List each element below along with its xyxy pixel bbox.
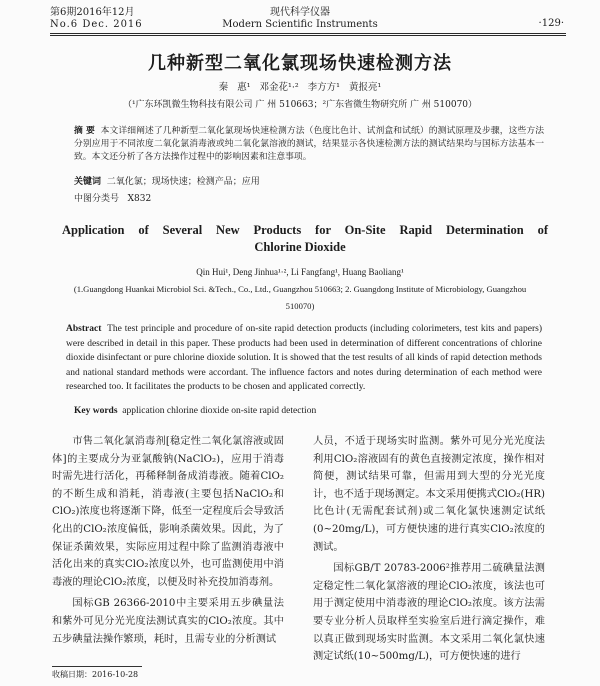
abstract-en-label: Abstract	[66, 324, 102, 334]
affiliation-cn: （¹广东环凯微生物科技有限公司 广 州 510663；²广东省微生物研究所 广 州 510070）	[122, 100, 478, 110]
authors-en: Qin Hui¹, Deng Jinhua¹·², Li Fangfang¹, Huang Baoliang¹	[196, 267, 404, 277]
clc-value: X832	[127, 194, 152, 204]
body-left-column	[52, 433, 284, 648]
title-en-line1: Application of Several New Products for On-Site Rapid Determination of	[62, 223, 548, 237]
footnote-rule	[52, 666, 142, 667]
keywords-en	[74, 406, 316, 416]
body-paragraph: 人员，不适于现场实时监测。紫外可见分光光度法利用ClO₂溶液固有的黄色直接测定浓度，操作相对简便，测试结果可靠，但需用到大型的分光光度计，也不适于现场测定。本文采用便携式ClO₂(HR)比色计(无需配套试剂)或二氧化氯快速测定试纸(0~20mg/L)，可方便快速的进行真实ClO₂浓度的测试。	[313, 436, 545, 553]
abstract-en-text: The test principle and procedure of on-site rapid detection products (including colorimeters, test kits and papers) were described in detail in this paper. These products had been used in determination of different concentrations of chlorine dioxide disinfectant or pure chlorine dioxide solution. It is showed that the test results of all kinds of rapid detection methods and national standard methods were accordant. The influence factors and notes during determination of each method were researched too. It facilitates the products to be chosen and applicated correctly.	[66, 324, 543, 393]
keywords-cn-label: 关键词	[74, 177, 102, 187]
clc-number	[74, 193, 151, 206]
keywords-cn	[74, 176, 260, 189]
journal-cn: 现代科学仪器	[270, 7, 330, 18]
authors-cn: 秦 惠¹ 邓金花¹·² 李方方¹ 黄报亮¹	[218, 82, 382, 93]
issue-cn: 第6期2016年12月	[50, 7, 135, 18]
body-paragraph: 国标GB 26366-2010中主要采用五步碘量法和紫外可见分光光度法测试真实的ClO₂浓度。其中五步碘量法操作繁琐，耗时，且需专业的分析测试	[52, 598, 284, 645]
keywords-en-text: application chlorine dioxide on-site rapid detection	[122, 406, 317, 416]
footnote-received: 收稿日期：2016-10-28	[52, 670, 139, 679]
keywords-en-label: Key words	[74, 406, 118, 416]
journal-en: Modern Scientific Instruments	[222, 19, 378, 30]
header-rule-2	[50, 35, 566, 36]
body-paragraph: 国标GB/T 20783-2006²推荐用二硫碘量法测定稳定性二氧化氯溶液的理论ClO₂浓度，该法也可用于测定使用中消毒液的理论ClO₂浓度。该方法需要专业分析人员取样至实验室后进行滴定操作，难以真正做到现场实时监测。本文采用二氧化氯快速测定试纸(10~500mg/L)，可方便快速的进行	[313, 563, 545, 663]
page-number: ·129·	[538, 18, 564, 29]
abstract-cn-text: 本文详细阐述了几种新型二氧化氯现场快速检测方法（色度比色计、试剂盒和试纸）的测试原理及步骤，这些方法分别应用于不同浓度二氧化氯消毒液或纯二氧化氯溶液的测试，结果显示各快速检测方法的测试结果均与国标方法基本一致。本文还分析了各方法操作过程中的影响因素和注意事项。	[74, 126, 544, 162]
title-en-line2: Chlorine Dioxide	[254, 240, 346, 254]
header-rule	[50, 33, 566, 34]
affiliation-en-line1: (1.Guangdong Huankai Microbiol Sci. &Tech., Co., Ltd., Guangzhou 510663; 2. Guangdong Institute of Microbiology, Guangzhou	[73, 284, 527, 294]
abstract-cn-label: 摘 要	[74, 126, 95, 136]
abstract-cn	[74, 125, 544, 164]
body-right-column	[313, 433, 545, 666]
clc-label: 中图分类号	[74, 194, 120, 204]
keywords-cn-text: 二氧化氯；现场快速；检测产品；应用	[106, 177, 260, 187]
page-title: 几种新型二氧化氯现场快速检测方法	[148, 53, 452, 74]
affiliation-en-line2: 510070)	[285, 301, 315, 311]
body-paragraph: 市售二氧化氯消毒剂[稳定性二氧化氯溶液或固体]的主要成分为亚氯酸钠(NaClO₂)，应用于消毒时需先进行活化，再稀释制备成消毒液。随着ClO₂的不断生成和消耗，消毒液(主要包括NaClO₂和ClO₂)浓度也将逐渐下降，低至一定程度后会导致活化出的ClO₂浓度偏低，影响杀菌效果。因此，为了保证杀菌效果，实际应用过程中除了监测消毒液中活化出来的真实ClO₂浓度以外，也可监测使用中消毒液的理论ClO₂浓度，以便及时补充投加消毒剂。	[52, 436, 284, 588]
abstract-en	[66, 322, 542, 395]
issue-en: No.6 Dec. 2016	[50, 19, 143, 30]
